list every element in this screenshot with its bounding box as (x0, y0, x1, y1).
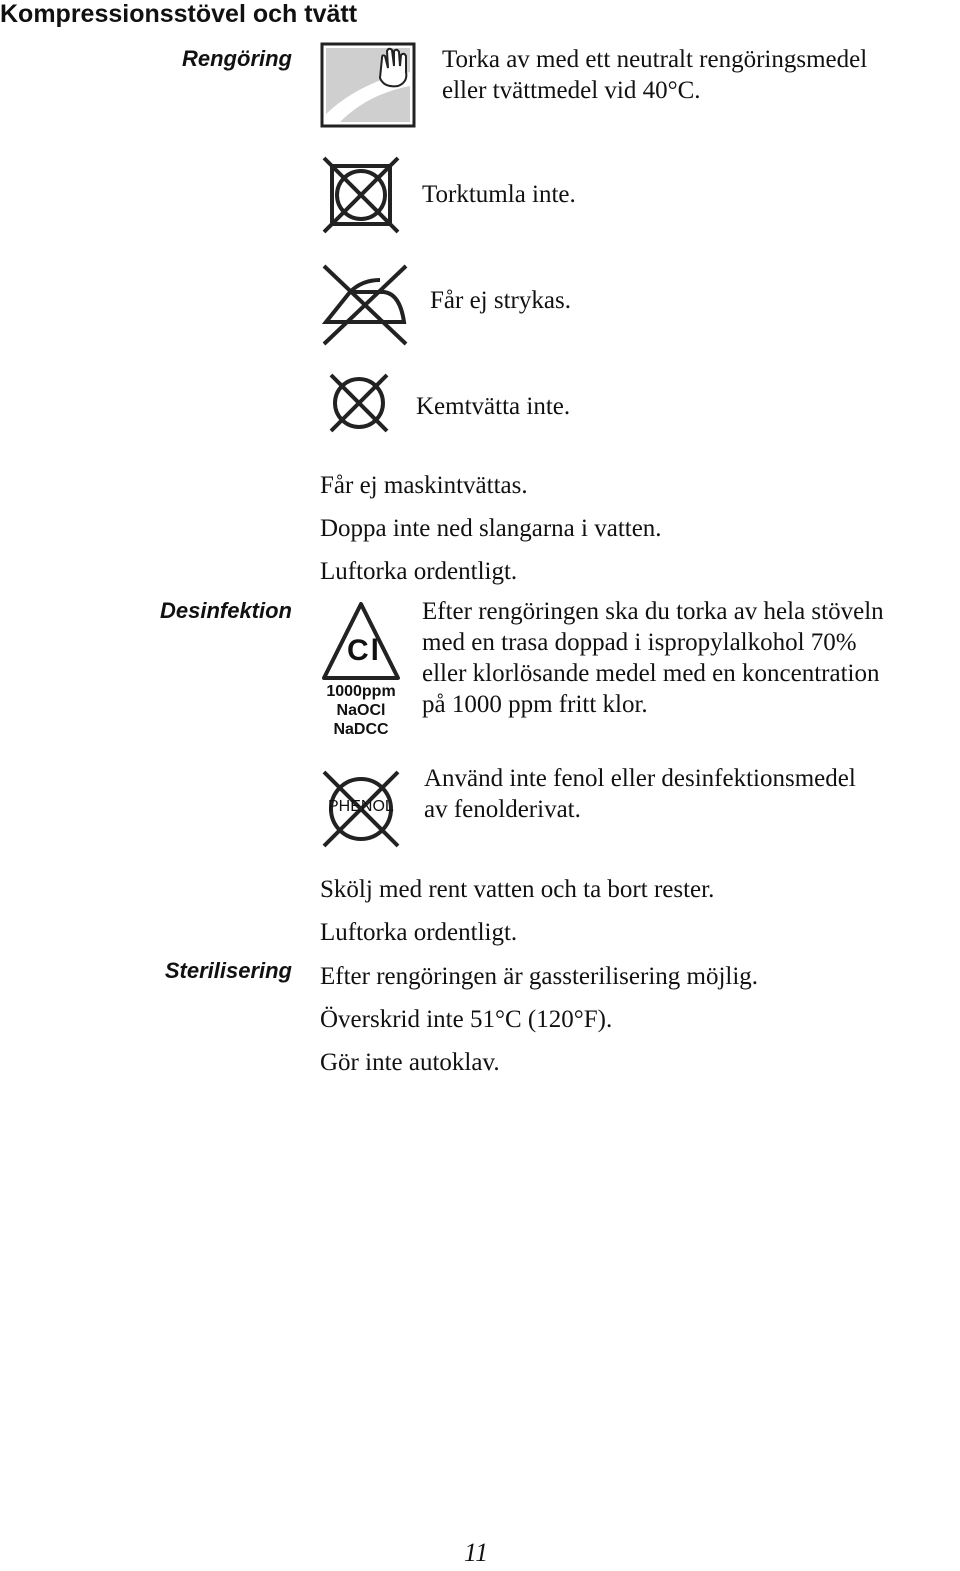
chlorine-concentration-label (322, 682, 400, 739)
text-line: Efter rengöringen ska du torka av hela stöveln (422, 598, 884, 625)
section-label-cleaning: Rengöring (182, 46, 292, 71)
text-line: 1000ppm (326, 683, 396, 700)
text-line: Använd inte fenol eller desinfektionsmedel (424, 765, 856, 792)
text-line: av fenolderivat. (424, 796, 581, 823)
section-label-sterilization: Sterilisering (164, 958, 292, 983)
iron-instruction: Får ej strykas. (430, 287, 571, 314)
tumble-dry-instruction: Torktumla inte. (422, 181, 576, 208)
no-dry-clean-icon (328, 372, 390, 434)
text-line: Efter rengöringen är gassterilisering möjlig. (320, 963, 759, 990)
text-line: Gör inte autoklav. (320, 1049, 500, 1076)
text-line: eller klorlösande medel med en koncentration (422, 660, 880, 687)
text-line: med en trasa doppad i ispropylalkohol 70% (422, 629, 857, 656)
cleaning-notes (320, 464, 662, 593)
page-title: Kompressionsstövel och tvätt (0, 0, 358, 28)
text-line: Överskrid inte 51°C (120°F). (320, 1006, 613, 1033)
text-line: NaDCC (333, 721, 389, 738)
phenol-label: PHENOL (328, 798, 394, 815)
text-line: Får ej maskintvättas. (320, 472, 528, 499)
text-line: Luftorka ordentligt. (320, 919, 518, 946)
phenol-instruction (424, 763, 856, 825)
text-line: Skölj med rent vatten och ta bort rester. (320, 876, 715, 903)
no-iron-icon (320, 262, 410, 346)
wipe-instruction (442, 44, 867, 106)
chlorine-instruction (422, 596, 884, 720)
text-line: eller tvättmedel vid 40°C. (442, 77, 701, 104)
text-line: på 1000 ppm fritt klor. (422, 691, 648, 718)
text-line: Doppa inte ned slangarna i vatten. (320, 515, 662, 542)
page-number: 11 (464, 1538, 489, 1567)
hand-wipe-icon (320, 42, 416, 128)
section-label-disinfection: Desinfektion (159, 598, 292, 623)
text-line: Torka av med ett neutralt rengöringsmedel (442, 46, 868, 73)
text-line: Luftorka ordentligt. (320, 558, 518, 585)
dry-clean-instruction: Kemtvätta inte. (416, 393, 571, 420)
chlorine-symbol: Cl (347, 634, 381, 667)
no-tumble-dry-icon (322, 156, 400, 234)
sterilization-text (320, 955, 758, 1084)
disinfection-notes (320, 868, 714, 954)
text-line: NaOCl (336, 702, 386, 719)
